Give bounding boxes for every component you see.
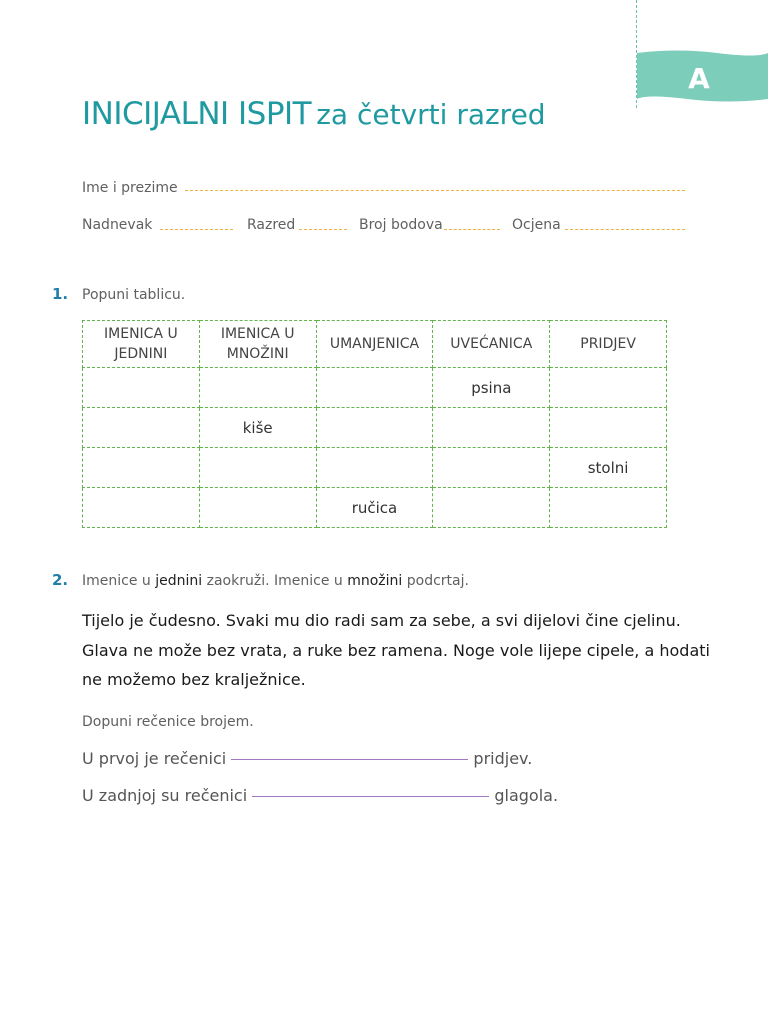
table-cell[interactable]	[433, 448, 550, 488]
table-cell[interactable]	[199, 448, 316, 488]
section-tab-flag	[637, 50, 768, 102]
grade-field[interactable]	[565, 229, 685, 230]
sentence-1	[82, 749, 532, 768]
word-plural: množini	[347, 573, 403, 589]
task2-instruction-part-a: Imenice u	[82, 573, 151, 589]
table-cell[interactable]	[550, 368, 667, 408]
table-cell[interactable]: ručica	[316, 488, 433, 528]
table-cell[interactable]	[316, 408, 433, 448]
table-cell[interactable]	[83, 488, 200, 528]
table-row	[83, 408, 667, 448]
grade-label: Ocjena	[512, 217, 561, 233]
task2-instruction	[82, 573, 469, 589]
task2-instruction-part-c: podcrtaj.	[406, 573, 469, 589]
table-cell[interactable]	[199, 488, 316, 528]
tab-letter: A	[688, 62, 710, 95]
table-cell[interactable]	[433, 408, 550, 448]
table-cell[interactable]	[83, 408, 200, 448]
header-adjective: PRIDJEV	[550, 321, 667, 368]
sentence-2-end: glagola.	[494, 786, 559, 805]
word-forms-table	[82, 320, 667, 528]
table-cell[interactable]	[83, 448, 200, 488]
task1-number: 1.	[52, 285, 69, 303]
task2-instruction-part-b: zaokruži. Imenice u	[206, 573, 343, 589]
answer-line-2[interactable]	[252, 796, 489, 797]
table-cell[interactable]	[433, 488, 550, 528]
table-cell[interactable]	[316, 368, 433, 408]
date-field[interactable]	[160, 229, 233, 230]
table-cell[interactable]: stolni	[550, 448, 667, 488]
word-singular: jednini	[155, 573, 203, 589]
reading-text-line: ne možemo bez kralježnice.	[82, 670, 306, 689]
points-label: Broj bodova	[359, 217, 443, 233]
header-singular: IMENICA U JEDNINI	[83, 321, 200, 368]
sentence-1-end: pridjev.	[473, 749, 533, 768]
table-cell[interactable]	[316, 448, 433, 488]
title-rest: za četvrti razred	[316, 98, 546, 131]
sentence-2-start: U zadnjoj su rečenici	[82, 786, 248, 805]
title-main: INICIJALNI ISPIT	[82, 96, 312, 132]
name-field[interactable]	[185, 190, 685, 191]
reading-text-line: Tijelo je čudesno. Svaki mu dio radi sam za sebe, a svi dijelovi čine cjelinu.	[82, 611, 681, 630]
table-cell[interactable]	[83, 368, 200, 408]
class-field[interactable]	[299, 229, 347, 230]
answer-line-1[interactable]	[231, 759, 468, 760]
table-cell[interactable]: psina	[433, 368, 550, 408]
sentence-1-start: U prvoj je rečenici	[82, 749, 227, 768]
table-row	[83, 368, 667, 408]
table-cell[interactable]	[199, 368, 316, 408]
page-title	[82, 96, 546, 132]
table-header-row	[83, 321, 667, 368]
table-cell[interactable]	[550, 408, 667, 448]
points-field[interactable]	[444, 229, 500, 230]
table-cell[interactable]	[550, 488, 667, 528]
sentence-2	[82, 786, 558, 805]
table-row	[83, 488, 667, 528]
task2-number: 2.	[52, 571, 69, 589]
header-augmentative: UVEĆANICA	[433, 321, 550, 368]
header-diminutive: UMANJENICA	[316, 321, 433, 368]
table-row	[83, 448, 667, 488]
task2-sub-instruction: Dopuni rečenice brojem.	[82, 714, 254, 730]
header-plural: IMENICA U MNOŽINI	[199, 321, 316, 368]
table-cell[interactable]: kiše	[199, 408, 316, 448]
reading-text-line: Glava ne može bez vrata, a ruke bez ramena. Noge vole lijepe cipele, a hodati	[82, 641, 710, 660]
name-label: Ime i prezime	[82, 180, 178, 196]
date-label: Nadnevak	[82, 217, 153, 233]
task1-instruction: Popuni tablicu.	[82, 287, 186, 303]
class-label: Razred	[247, 217, 296, 233]
